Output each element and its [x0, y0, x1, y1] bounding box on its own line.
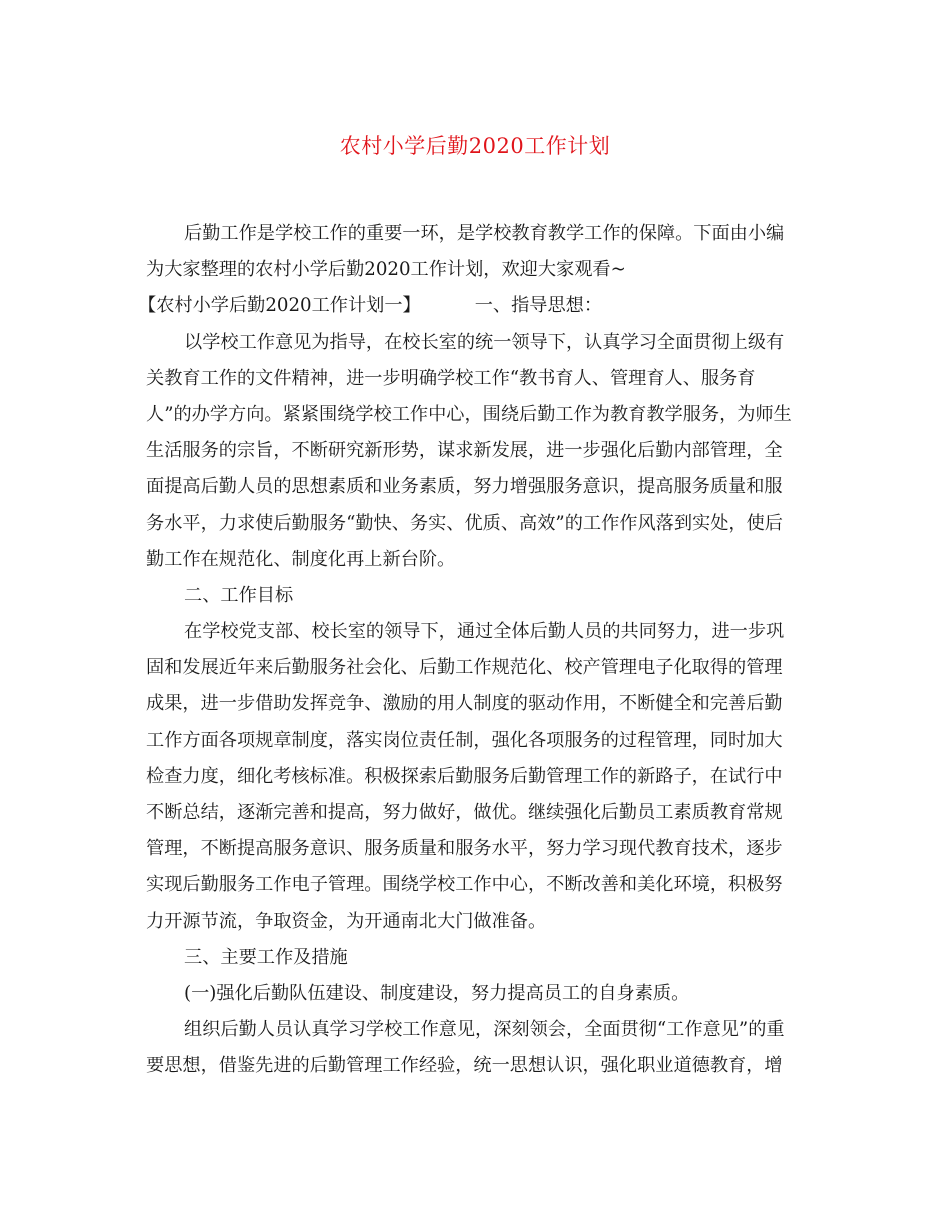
paragraph-line: 管理，不断提高服务意识、服务质量和服务水平，努力学习现代教育技术，逐步	[146, 838, 783, 860]
paragraph-line: 检查力度，细化考核标准。积极探索后勤服务后勤管理工作的新路子，在试行中	[146, 765, 783, 787]
paragraph-line: 工作方面各项规章制度，落实岗位责任制，强化各项服务的过程管理，同时加大	[146, 729, 783, 751]
paragraph-line: 务水平，力求使后勤服务“勤快、务实、优质、高效”的工作作风落到实处，使后	[146, 512, 783, 534]
paragraph-line: 力开源节流，争取资金，为开通南北大门做准备。	[146, 910, 547, 932]
paragraph-line: 勤工作在规范化、制度化再上新台阶。	[146, 548, 456, 570]
paragraph-line: 在学校党支部、校长室的领导下，通过全体后勤人员的共同努力，进一步巩	[184, 621, 785, 643]
paragraph-line: 人”的办学方向。紧紧围绕学校工作中心，围绕后勤工作为教育教学服务，为师生	[146, 403, 792, 425]
paragraph-line: 面提高后勤人员的思想素质和业务素质，努力增强服务意识，提高服务质量和服	[146, 476, 783, 498]
paragraph-line: 生活服务的宗旨，不断研究新形势，谋求新发展，进一步强化后勤内部管理，全	[146, 440, 783, 462]
paragraph-line: 为大家整理的农村小学后勤2020工作计划，欢迎大家观看~	[146, 259, 626, 281]
section-title: 【农村小学后勤2020工作计划一】	[138, 295, 421, 317]
paragraph-line: 后勤工作是学校工作的重要一环，是学校教育教学工作的保障。下面由小编	[184, 223, 785, 244]
paragraph-line: 组织后勤人员认真学习学校工作意见，深刻领会，全面贯彻“工作意见”的重	[184, 1019, 785, 1041]
paragraph-line: 要思想，借鉴先进的后勤管理工作经验，统一思想认识，强化职业道德教育，增	[146, 1055, 783, 1077]
paragraph-line: 固和发展近年来后勤服务社会化、后勤工作规范化、校产管理电子化取得的管理	[146, 657, 783, 679]
paragraph-line: 不断总结，逐渐完善和提高，努力做好，做优。继续强化后勤员工素质教育常规	[146, 802, 783, 823]
document-body	[138, 216, 810, 1085]
subsection-heading: 一、指导思想：	[474, 295, 603, 317]
paragraph-line: 成果，进一步借助发挥竞争、激励的用人制度的驱动作用，不断健全和完善后勤	[146, 693, 783, 715]
paragraph-line: (一)强化后勤队伍建设、制度建设，努力提高员工的自身素质。	[184, 982, 690, 1004]
subsection-heading: 三、主要工作及措施	[184, 946, 348, 968]
paragraph-line: 以学校工作意见为指导，在校长室的统一领导下，认真学习全面贯彻上级有	[184, 331, 785, 353]
paragraph-line: 关教育工作的文件精神，进一步明确学校工作“教书育人、管理育人、服务育	[146, 367, 756, 389]
section-heading-line	[138, 288, 810, 324]
paragraph-line: 实现后勤服务工作电子管理。围绕学校工作中心，不断改善和美化环境，积极努	[146, 874, 783, 896]
document-title: 农村小学后勤2020工作计划	[339, 134, 611, 158]
subsection-heading: 二、工作目标	[184, 584, 294, 606]
